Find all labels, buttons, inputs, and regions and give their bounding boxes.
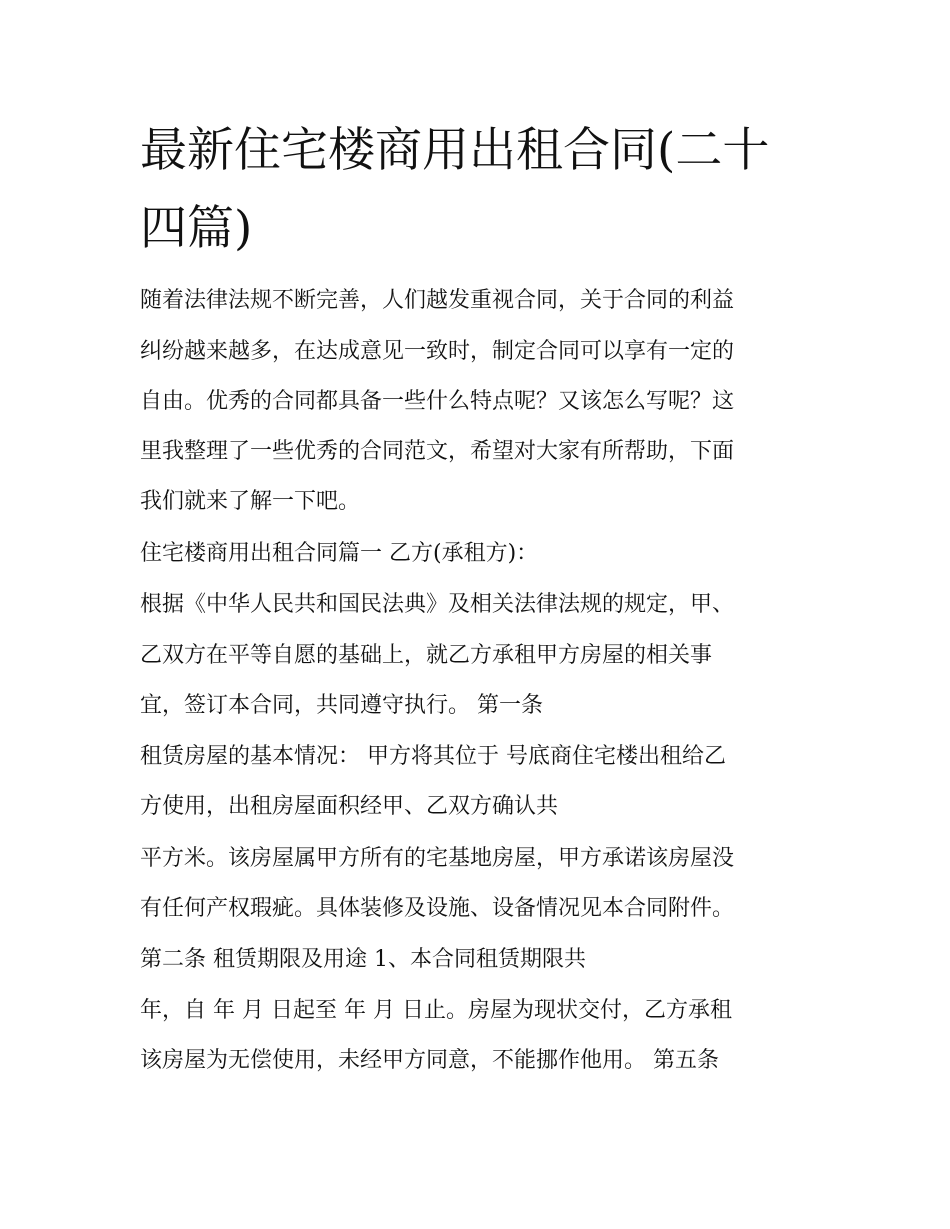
body-line: 自由。优秀的合同都具备一些什么特点呢？又该怎么写呢？这 — [140, 389, 735, 414]
title-line: 四篇) — [140, 201, 253, 256]
title-line: 最新住宅楼商用出租合同(二十 — [140, 123, 770, 178]
body-line: 纠纷越来越多，在达成意见一致时，制定合同可以享有一定的 — [140, 339, 735, 364]
body-line: 年，自 年 月 日起至 年 月 日止。房屋为现状交付，乙方承租 — [140, 998, 732, 1023]
document-title — [140, 112, 830, 268]
body-line: 方使用，出租房屋面积经甲、乙双方确认共 — [140, 794, 559, 819]
body-line: 根据《中华人民共和国民法典》及相关法律法规的规定，甲、 — [140, 592, 735, 617]
body-line: 第二条 租赁期限及用途 1、本合同租赁期限共 — [140, 947, 586, 972]
body-line: 住宅楼商用出租合同篇一 乙方(承租方)： — [140, 541, 539, 566]
body-line: 宜，签订本合同，共同遵守执行。 第一条 — [140, 693, 543, 718]
body-line: 租赁房屋的基本情况： 甲方将其位于 号底商住宅楼出租给乙 — [140, 744, 726, 769]
body-line: 有任何产权瑕疵。具体装修及设施、设备情况见本合同附件。 — [140, 896, 735, 921]
body-line: 随着法律法规不断完善，人们越发重视合同，关于合同的利益 — [140, 288, 735, 313]
body-line: 我们就来了解一下吧。 — [140, 489, 361, 514]
body-line: 该房屋为无偿使用，未经甲方同意，不能挪作他用。 第五条 — [140, 1048, 719, 1073]
body-line: 平方米。该房屋属甲方所有的宅基地房屋，甲方承诺该房屋没 — [140, 846, 735, 871]
body-line: 乙双方在平等自愿的基础上，就乙方承租甲方房屋的相关事 — [140, 643, 713, 668]
body-line: 里我整理了一些优秀的合同范文，希望对大家有所帮助，下面 — [140, 439, 735, 464]
